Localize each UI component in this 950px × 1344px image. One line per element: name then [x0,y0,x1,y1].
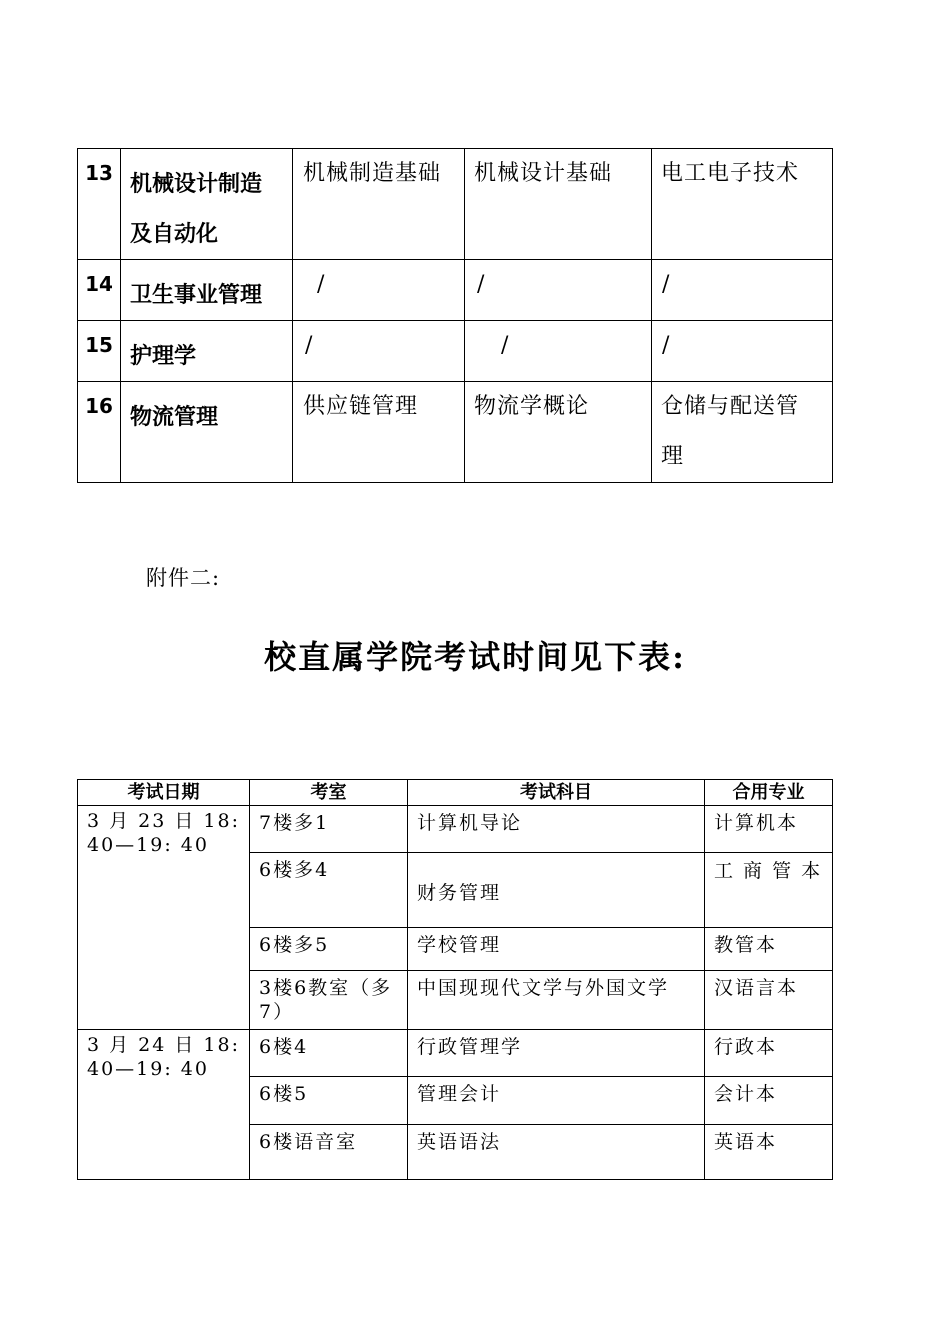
exam-schedule-table [77,779,833,1180]
page-title: 校直属学院考试时间见下表: [264,638,686,676]
course-cell: 供应链管理 [293,382,465,483]
major-name [121,321,293,382]
major-name-line: 物流管理 [130,404,219,430]
appendix-label: 附件二: [146,566,221,590]
row-number: 15 [78,321,121,382]
course-cell: 电工电子技术 [652,149,833,260]
exam-subject: 学校管理 [408,928,705,971]
exam-subject: 英语语法 [408,1125,705,1180]
exam-subject: 行政管理学 [408,1030,705,1077]
exam-room: 6楼语音室 [250,1125,408,1180]
exam-date: 3 月 23 日 18: 40—19: 40 [78,806,250,1030]
course-cell: / [652,321,833,382]
applicable-major: 英语本 [705,1125,833,1180]
exam-room: 6楼4 [250,1030,408,1077]
header-subject: 考试科目 [408,780,705,806]
exam-room: 6楼多4 [250,853,408,928]
exam-room: 6楼多5 [250,928,408,971]
major-name [121,260,293,321]
exam-subject: 计算机导论 [408,806,705,853]
major-name-line: 机械设计制造 [130,171,263,197]
course-cell-line: 理 [661,444,685,469]
table-row [78,321,833,382]
header-date: 考试日期 [78,780,250,806]
major-name [121,382,293,483]
applicable-major: 计算机本 [705,806,833,853]
table-row [78,806,833,853]
course-cell: 机械设计基础 [465,149,652,260]
major-name [121,149,293,260]
exam-room: 6楼5 [250,1077,408,1125]
exam-room: 7楼多1 [250,806,408,853]
course-cell: 物流学概论 [465,382,652,483]
header-room: 考室 [250,780,408,806]
course-cell: / [293,260,465,321]
exam-subject: 财务管理 [408,853,705,928]
applicable-major: 工 商 管 本 [705,853,833,928]
applicable-major: 汉语言本 [705,971,833,1030]
course-cell: / [652,260,833,321]
applicable-major: 行政本 [705,1030,833,1077]
table-header-row [78,780,833,806]
row-number: 14 [78,260,121,321]
course-cell: / [465,321,652,382]
exam-date: 3 月 24 日 18: 40—19: 40 [78,1030,250,1180]
exam-room: 3楼6教室（多7） [250,971,408,1030]
table-row [78,260,833,321]
course-cell: 机械制造基础 [293,149,465,260]
exam-subject: 中国现现代文学与外国文学 [408,971,705,1030]
course-cell: / [293,321,465,382]
major-course-table [77,148,833,483]
row-number: 16 [78,382,121,483]
course-cell-line: 仓储与配送管 [661,394,800,419]
table-row [78,1030,833,1077]
table-row [78,149,833,260]
table-row [78,382,833,483]
course-cell: / [465,260,652,321]
major-name-line: 卫生事业管理 [130,282,263,308]
header-major: 合用专业 [705,780,833,806]
exam-subject: 管理会计 [408,1077,705,1125]
major-name-line: 及自动化 [130,221,219,247]
row-number: 13 [78,149,121,260]
major-name-line: 护理学 [130,343,197,369]
applicable-major: 会计本 [705,1077,833,1125]
applicable-major: 教管本 [705,928,833,971]
course-cell [652,382,833,483]
